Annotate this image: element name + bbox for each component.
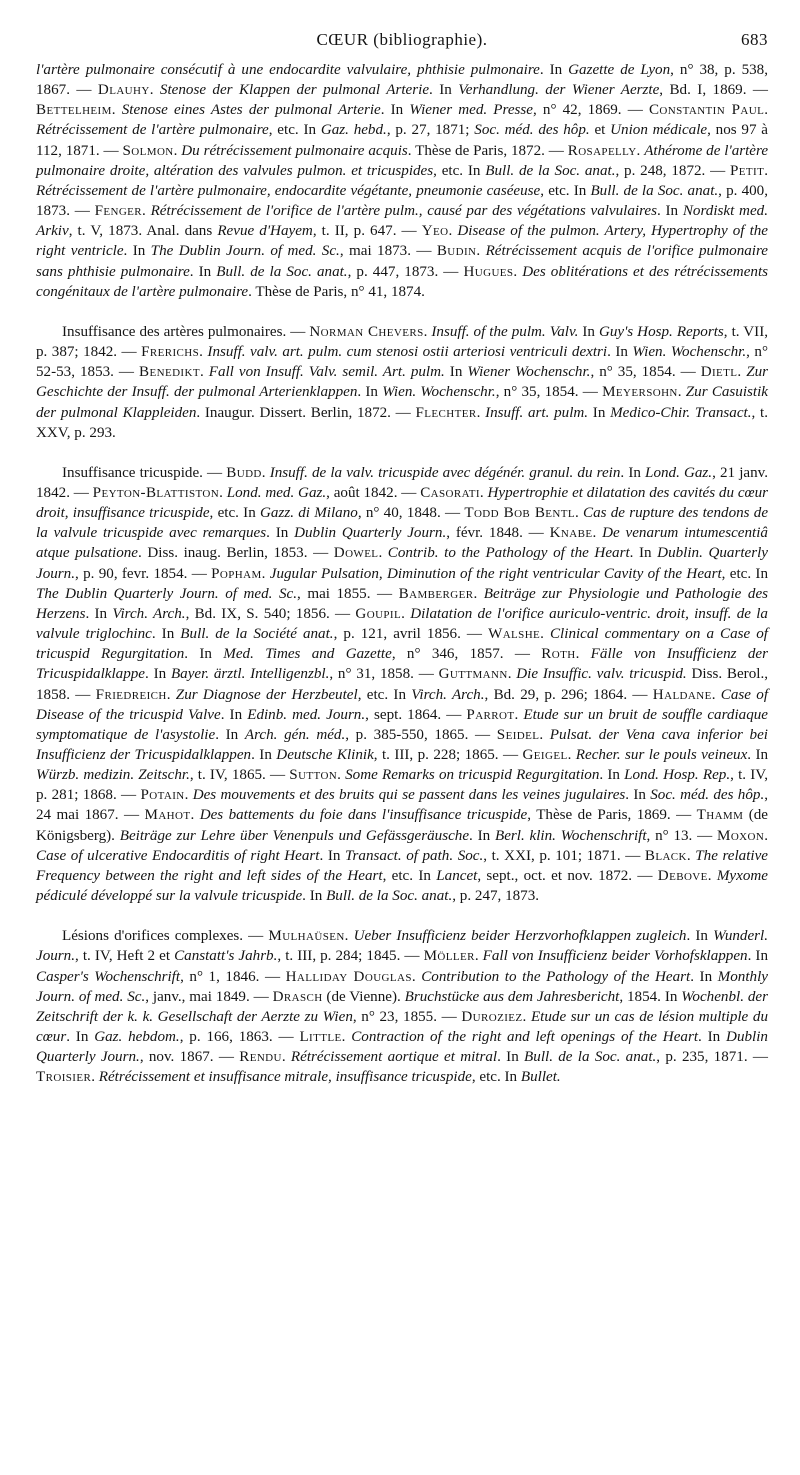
- title-text: Verhandlung. der Wiener Aerzte: [458, 82, 660, 99]
- title-text: Soc. méd. des hôp.: [650, 787, 765, 804]
- title-text: Gazette de Lyon: [568, 62, 671, 78]
- title-text: Lond. Hosp. Rep.: [624, 767, 731, 784]
- citation-text: . In: [747, 948, 769, 965]
- citation-text: . In: [189, 263, 217, 280]
- title-text: Rétrécissement de l'artère pulmonaire: [36, 122, 269, 139]
- citation-text: .: [476, 404, 486, 421]
- title-text: Edinb. med. Journ.: [247, 706, 366, 723]
- citation-text: . In: [497, 1049, 525, 1066]
- title-text: Du rétrécissement pulmonaire acquis: [181, 142, 408, 159]
- title-text: Revue d'Hayem: [217, 223, 313, 240]
- citation-text: In: [444, 364, 468, 381]
- citation-text: .: [476, 243, 486, 260]
- citation-text: . Thèse de Paris, 1872. —: [407, 142, 568, 159]
- citation-text: . In: [698, 1029, 727, 1046]
- title-text: Athérome de l'artère pulmonaire droite, altération des valvules pulmon. et tricuspides: [36, 142, 769, 179]
- citation-text: .: [707, 867, 717, 884]
- citation-text: .: [522, 1008, 531, 1025]
- citation-text: .: [337, 767, 346, 784]
- citation-text: , etc. In: [268, 122, 321, 139]
- citation-text: .: [184, 787, 193, 804]
- citation-text: , t. V, 1873. Anal. dans: [68, 223, 218, 240]
- citation-text: . In: [599, 767, 625, 784]
- title-text: Beiträge zur Physiologie und Pathologie des Herzens: [36, 585, 769, 622]
- title-text: Stenose eines Astes der pulmonal Arterie: [121, 102, 381, 119]
- citation-text: , t. XXI, p. 101; 1871. —: [483, 847, 645, 864]
- citation-text: , n° 1, 1846. —: [180, 968, 286, 985]
- citation-text: , n° 13. —: [646, 827, 718, 844]
- title-text: Zur Casuistik der pulmonal Klappleiden: [36, 384, 769, 421]
- title-text: Wunderl. Journ.: [36, 928, 768, 965]
- citation-text: , t. IV, 1865. —: [189, 767, 290, 784]
- citation-text: . In: [429, 82, 459, 99]
- title-text: Des battements du foie dans l'insuffisance tricuspide: [199, 807, 528, 824]
- title-text: Dublin Quarterly Journ.: [36, 1029, 768, 1066]
- citation-text: . Diss. inaug. Berlin, 1853. —: [138, 545, 334, 562]
- author-name: Troisier: [36, 1069, 92, 1086]
- author-name: Norman Chevers: [309, 323, 424, 340]
- citation-text: Lésions d'orifices complexes. —: [62, 928, 269, 945]
- title-text: Wiener med. Presse: [409, 102, 533, 119]
- title-text: Case of ulcerative Endocarditis of right Heart: [36, 847, 320, 864]
- citation-text: . In: [251, 747, 277, 763]
- author-name: Geigel: [522, 747, 568, 763]
- title-text: Myxome pédiculé développé sur la valvule tricuspide: [36, 867, 768, 905]
- citation-text: , sept. 1864. —: [365, 706, 467, 723]
- author-name: Dowel: [333, 545, 379, 562]
- citation-text: , etc. In: [471, 1069, 521, 1086]
- citation-text: . In: [357, 384, 383, 401]
- citation-text: In: [588, 404, 611, 421]
- author-name: Mahot: [144, 807, 191, 824]
- title-text: Die Insuffic. valv. tricuspid.: [516, 666, 687, 683]
- citation-text: . In: [686, 928, 714, 945]
- author-name: Casorati: [420, 484, 480, 501]
- title-text: Zur Diagnose der Herzbeutel: [175, 686, 358, 703]
- citation-text: .: [686, 847, 696, 864]
- citation-text: . In: [620, 464, 646, 481]
- citation-text: , n° 23, 1855. —: [352, 1008, 462, 1025]
- author-name: Popham: [211, 565, 262, 582]
- citation-text: , etc. In: [382, 867, 437, 884]
- citation-text: .: [737, 364, 747, 381]
- title-text: Insuff. art. pulm.: [485, 404, 589, 421]
- citation-text: .: [575, 646, 591, 663]
- title-text: Dublin. Quarterly Journ.: [36, 545, 768, 582]
- author-name: Dietl: [700, 364, 738, 381]
- title-text: Recher. sur le pouls veineux: [575, 747, 748, 763]
- citation-text: , Bd. 29, p. 296; 1864. —: [484, 686, 653, 703]
- title-text: Casper's Wochenschrift: [36, 968, 181, 985]
- bibliography-section: [36, 463, 768, 906]
- title-text: Dilatation de l'orifice auriculo-ventric. droit, insuff. de la valvule triglochinc: [36, 605, 768, 643]
- citation-text: .: [378, 545, 388, 562]
- citation-text: , etc. In: [209, 505, 260, 522]
- page-number: 683: [741, 30, 768, 49]
- citation-text: .: [219, 484, 227, 501]
- title-text: Wien. Wochenschr.: [382, 384, 496, 401]
- citation-text: , mai 1873. —: [339, 243, 437, 260]
- citation-text: .: [448, 223, 458, 240]
- citation-text: , t. III, p. 228; 1865. —: [373, 747, 523, 763]
- author-name: Parrot: [466, 706, 515, 723]
- title-text: Stenose der Klappen der pulmonal Arterie: [159, 82, 430, 99]
- title-text: Lond. Gaz.: [645, 464, 713, 481]
- citation-text: , n° 52-53, 1853. —: [36, 344, 768, 381]
- citation-text: .: [344, 928, 354, 945]
- title-text: Some Remarks on tricuspid Regurgitation: [345, 767, 600, 784]
- citation-text: , p. 166, 1863. —: [179, 1029, 300, 1046]
- citation-text: , etc. In: [721, 565, 768, 582]
- citation-text: . In: [266, 525, 295, 542]
- citation-text: .: [764, 162, 768, 179]
- citation-text: .: [764, 827, 768, 844]
- author-name: Knabe: [549, 525, 593, 542]
- citation-text: .: [474, 948, 483, 965]
- author-name: Möller: [423, 948, 475, 965]
- title-text: Bull. de la Soc. anat.: [326, 888, 453, 905]
- title-text: Rétrécissement aortique et mitral: [290, 1049, 498, 1066]
- citation-text: . In: [151, 626, 181, 643]
- citation-text: .: [636, 142, 645, 159]
- title-text: Rétrécissement et insuffisance mitrale, insuffisance tricuspide: [98, 1069, 472, 1086]
- author-name: Haldane: [652, 686, 712, 703]
- bibliography-body: [36, 60, 768, 1088]
- citation-text: , 21 janv. 1842. —: [36, 464, 769, 501]
- author-name: Friedreich: [95, 686, 167, 703]
- citation-text: .: [539, 726, 550, 743]
- citation-text: . In: [539, 62, 569, 78]
- title-text: Lond. med. Gaz.: [226, 484, 327, 501]
- title-text: Gaz. hebdom.: [94, 1029, 180, 1046]
- citation-text: .: [567, 747, 576, 763]
- title-text: Des mouvements et des bruits qui se passent dans les veines jugulaires: [192, 787, 626, 804]
- citation-text: , p. 27, 1871;: [386, 122, 475, 139]
- title-text: Rétrécissement acquis de l'orifice pulmonaire sans phthisie pulmonaire: [36, 243, 768, 280]
- citation-text: .: [513, 263, 523, 280]
- title-text: Bull. de la Soc. anat.: [485, 162, 616, 179]
- citation-text: .: [764, 102, 768, 119]
- author-name: Black: [644, 847, 687, 864]
- title-text: Arch. gén. méd.: [244, 726, 346, 743]
- author-name: Debove: [657, 867, 708, 884]
- author-name: Duroziez: [461, 1008, 523, 1025]
- citation-text: . In: [145, 666, 171, 683]
- citation-text: , p. 385-550, 1865. —: [345, 726, 497, 743]
- citation-text: . In: [657, 203, 683, 220]
- author-name: Potain: [140, 787, 185, 804]
- citation-text: . In: [747, 747, 769, 763]
- title-text: Bull. de la Soc. anat.: [590, 182, 719, 199]
- citation-text: .: [479, 484, 488, 501]
- citation-text: , Bd. IX, S. 540; 1856. —: [185, 605, 356, 622]
- title-text: Bayer. ärztl. Intelligenzbl.: [170, 666, 330, 683]
- citation-text: , n° 35, 1854. —: [495, 384, 603, 401]
- citation-text: , p. 400, 1873. —: [36, 182, 768, 220]
- citation-text: , t. VII, p. 387; 1842. —: [36, 323, 768, 361]
- citation-text: In: [578, 323, 599, 340]
- author-name: Dlauhy: [97, 82, 150, 99]
- title-text: Bullet.: [520, 1069, 561, 1086]
- title-text: Fall von Insuff. Valv. semil. Art. pulm.: [208, 364, 445, 381]
- title-text: Berl. klin. Wochenschrift: [494, 827, 647, 844]
- title-text: Gazz. di Milano: [260, 505, 358, 522]
- title-text: Würzb. medizin. Zeitschr.: [36, 767, 190, 784]
- author-name: Sutton: [289, 767, 338, 784]
- citation-text: , t. IV, p. 281; 1868. —: [36, 767, 768, 804]
- citation-text: . Thèse de Paris, n° 41, 1874.: [248, 283, 425, 300]
- citation-text: , n° 38, p. 538, 1867. —: [36, 62, 768, 99]
- citation-text: .: [473, 585, 484, 602]
- citation-text: . In: [607, 344, 633, 361]
- citation-text: .: [411, 968, 422, 985]
- citation-text: .: [401, 605, 411, 622]
- citation-text: , n° 31, 1858. —: [329, 666, 439, 683]
- citation-text: . In: [690, 968, 718, 985]
- citation-text: .: [166, 686, 176, 703]
- author-name: Halliday Douglas: [285, 968, 412, 985]
- citation-text: , t. III, p. 284; 1845. —: [277, 948, 424, 965]
- title-text: Contraction of the right and left openings of the Heart: [351, 1029, 699, 1046]
- title-text: Hypertrophie et dilatation des cavités du cœur droit, insuffisance tricuspide: [36, 484, 769, 522]
- author-name: Todd Bob Bentl: [464, 505, 575, 522]
- bibliography-section: [36, 926, 768, 1087]
- citation-text: , t. XXV, p. 293.: [36, 404, 768, 441]
- citation-text: , Bd. I, 1869. —: [659, 82, 769, 99]
- citation-text: . Inaugur. Dissert. Berlin, 1872. —: [196, 404, 416, 421]
- citation-text: .: [677, 384, 686, 401]
- citation-text: .: [261, 565, 270, 582]
- title-text: Ueber Insufficienz beider Herzvorhofklappen zugleich: [353, 928, 687, 945]
- citation-text: Insuffisance tricuspide. —: [62, 464, 227, 481]
- author-name: Benedikt: [139, 364, 200, 381]
- citation-text: .: [540, 626, 550, 643]
- title-text: Gaz. hebd.: [320, 122, 387, 139]
- citation-text: . In: [66, 1029, 95, 1046]
- citation-text: .: [711, 686, 721, 703]
- citation-text: , n° 40, 1848. —: [357, 505, 465, 522]
- author-name: Drasch: [272, 988, 323, 1005]
- title-text: Bull. de la Société anat.: [180, 626, 334, 643]
- citation-text: , août 1842. —: [326, 484, 421, 501]
- title-text: De venarum intumescentiâ atque pulsatione: [36, 525, 768, 562]
- author-name: Little: [299, 1029, 342, 1046]
- citation-text: , etc. In: [540, 182, 591, 199]
- citation-text: , p. 248, 1872. —: [615, 162, 730, 179]
- author-name: Bamberger: [398, 585, 474, 602]
- citation-text: .: [91, 1069, 99, 1086]
- citation-text: . In: [302, 888, 327, 905]
- title-text: Lancet: [436, 867, 478, 884]
- citation-text: .: [341, 1029, 352, 1046]
- title-text: Pulsat. der Vena cava inferior bei Insufficienz der Tricuspidalklappen: [36, 726, 768, 763]
- author-name: Petit: [730, 162, 765, 179]
- bibliography-continuation: [36, 60, 768, 302]
- title-text: Nordiskt med. Arkiv: [36, 203, 768, 240]
- citation-text: Insuffisance des artères pulmonaires. —: [62, 323, 310, 340]
- title-text: Beiträge zur Lehre über Venenpuls und Gefässgeräusche: [119, 827, 470, 844]
- citation-text: , n° 35, 1854. —: [590, 364, 701, 381]
- title-text: Rétrécissement de l'orifice de l'artère pulm., causé par des végétations valvulaires: [150, 203, 657, 220]
- title-text: Deutsche Klinik: [276, 747, 374, 763]
- author-name: Seidel: [496, 726, 540, 743]
- title-text: Insuff. of the pulm. Valv.: [431, 323, 579, 340]
- citation-text: (de Königsberg).: [36, 807, 768, 844]
- citation-text: et: [589, 122, 611, 139]
- citation-text: , sept., oct. et nov. 1872. —: [477, 867, 658, 884]
- page-header: [36, 26, 768, 60]
- title-text: Insuff. de la valv. tricuspide avec dégénér. granul. du rein: [269, 464, 621, 481]
- citation-text: , janv., mai 1849. —: [145, 988, 273, 1005]
- author-name: Fenger: [94, 203, 143, 220]
- author-name: Walshe: [488, 626, 541, 643]
- title-text: Soc. méd. des hôp.: [474, 122, 590, 139]
- author-name: Mulhaüsen: [268, 928, 345, 945]
- citation-text: , p. 447, 1873. —: [347, 263, 464, 280]
- citation-text: (de Vienne).: [322, 988, 405, 1005]
- citation-text: .: [142, 203, 151, 220]
- title-text: Union médicale: [610, 122, 708, 139]
- citation-text: . In: [184, 646, 224, 663]
- author-name: Meyersohn: [602, 384, 678, 401]
- citation-text: . In: [625, 787, 651, 804]
- title-text: Fall von Insufficienz beider Vorhofsklappen: [482, 948, 748, 965]
- citation-text: . In: [629, 545, 658, 562]
- title-text: Des oblitérations et des rétrécissements congénitaux de l'artère pulmonaire: [36, 263, 769, 300]
- citation-text: , févr. 1848. —: [446, 525, 550, 542]
- title-text: Wochenbl. der Zeitschrift der k. k. Gesellschaft der Aerzte zu Wien: [36, 988, 768, 1025]
- citation-text: .: [423, 323, 432, 340]
- citation-text: .: [575, 505, 584, 522]
- author-name: Guttmann: [438, 666, 508, 683]
- author-name: Moxon: [717, 827, 765, 844]
- title-text: Guy's Hosp. Reports: [598, 323, 724, 340]
- author-name: Peyton-Blattiston: [92, 484, 220, 501]
- title-text: Bruchstücke aus dem Jahresbericht: [404, 988, 620, 1005]
- title-text: Canstatt's Jahrb.: [174, 948, 278, 965]
- author-name: Budd: [226, 464, 262, 481]
- title-text: Wien. Wochenschr.: [632, 344, 747, 361]
- citation-text: Diss. Berol., 1858. —: [36, 666, 768, 703]
- citation-text: , nos 97 à 112, 1871. —: [36, 122, 769, 159]
- bibliography-section: [36, 322, 768, 443]
- author-name: Flechter: [415, 404, 477, 421]
- title-text: l'artère pulmonaire consécutif à une endocardite valvulaire, phthisie pulmonaire: [36, 62, 540, 78]
- citation-text: , t. II, p. 647. —: [312, 223, 422, 240]
- title-text: Med. Times and Gazette: [223, 646, 392, 663]
- citation-text: , p. 121, avril 1856. —: [333, 626, 489, 643]
- author-name: Rosapelly: [567, 142, 637, 159]
- citation-text: .: [592, 525, 603, 542]
- citation-text: , n° 346, 1857. —: [391, 646, 542, 663]
- citation-text: , 1854. In: [619, 988, 682, 1005]
- title-text: Disease of the pulmon. Artery, Hypertrophy of the right ventricle: [36, 223, 769, 260]
- title-text: Etude sur un cas de lésion multiple du cœur: [36, 1008, 768, 1046]
- citation-text: , t. IV, Heft 2 et: [75, 948, 175, 965]
- title-text: The relative Frequency between the right and left sides of the Heart: [36, 847, 769, 884]
- title-text: Case of Disease of the tricuspid Valve: [36, 686, 769, 723]
- author-name: Budin: [436, 243, 477, 260]
- citation-text: , 24 mai 1867. —: [36, 787, 768, 824]
- author-name: Solmon: [122, 142, 174, 159]
- title-text: Monthly Journ. of med. Sc.: [36, 968, 768, 1005]
- title-text: Fälle von Insufficienz der Tricuspidalklappe: [36, 646, 768, 683]
- citation-text: .: [261, 464, 270, 481]
- citation-text: .: [514, 706, 524, 723]
- citation-text: , nov. 1867. —: [139, 1049, 240, 1066]
- citation-text: . In: [215, 726, 245, 743]
- citation-text: , etc. In: [433, 162, 486, 179]
- title-text: Insuff. valv. art. pulm. cum stenosi ostii arteriosi ventriculi dextri: [207, 344, 608, 361]
- title-text: Cas de rupture des tendons de la valvule tricuspide avec remarques: [36, 505, 769, 542]
- title-text: Bull. de la Soc. anat.: [216, 263, 348, 280]
- citation-text: .: [111, 102, 122, 119]
- title-text: Wiener Wochenschr.: [467, 364, 591, 381]
- title-text: Contrib. to the Pathology of the Heart: [387, 545, 630, 562]
- citation-text: . In: [85, 605, 113, 622]
- title-text: Dublin Quarterly Journ.: [294, 525, 447, 542]
- title-text: The Dublin Journ. of med. Sc.: [150, 243, 340, 260]
- title-text: Clinical commentary on a Case of tricuspid Regurgitation: [36, 626, 769, 663]
- citation-text: , p. 90, fevr. 1854. —: [75, 565, 212, 582]
- title-text: Contribution to the Pathology of the Heart: [421, 968, 691, 985]
- title-text: The Dublin Quarterly Journ. of med. Sc.: [36, 585, 298, 602]
- citation-text: .: [199, 364, 209, 381]
- citation-text: . In: [319, 847, 345, 864]
- title-text: Virch. Arch.: [411, 686, 485, 703]
- author-name: Goupil: [355, 605, 402, 622]
- citation-text: , p. 235, 1871. —: [656, 1049, 769, 1066]
- title-text: Transact. of path. Soc.: [345, 847, 484, 864]
- running-title: CŒUR (bibliographie).: [316, 30, 488, 49]
- citation-text: . In: [220, 706, 248, 723]
- citation-text: , etc. In: [357, 686, 412, 703]
- citation-text: .: [190, 807, 200, 824]
- citation-text: .: [199, 344, 208, 361]
- title-text: Rétrécissement de l'artère pulmonaire, endocardite végétante, pneumonie caséeuse: [36, 182, 541, 199]
- citation-text: , p. 247, 1873.: [452, 888, 540, 905]
- author-name: Thamm: [696, 807, 744, 824]
- citation-text: . In: [469, 827, 495, 844]
- citation-text: . In: [123, 243, 151, 260]
- author-name: Constantin Paul: [648, 102, 765, 119]
- title-text: Jugular Pulsation, Diminution of the right ventricular Cavity of the Heart: [269, 565, 722, 582]
- citation-text: , Thèse de Paris, 1869. —: [527, 807, 697, 824]
- citation-text: .: [507, 666, 517, 683]
- citation-text: , n° 42, 1869. —: [532, 102, 649, 119]
- author-name: Frerichs: [141, 344, 200, 361]
- title-text: Medico-Chir. Transact.: [610, 404, 752, 421]
- author-name: Yeo: [421, 223, 449, 240]
- author-name: Roth: [541, 646, 576, 663]
- title-text: Virch. Arch.: [112, 605, 186, 622]
- citation-text: .: [281, 1049, 291, 1066]
- citation-text: . In: [380, 102, 410, 119]
- author-name: Hugues: [463, 263, 514, 280]
- title-text: Bull. de la Soc. anat.: [524, 1049, 657, 1066]
- author-name: Rendu: [239, 1049, 282, 1066]
- citation-text: .: [149, 82, 160, 99]
- author-name: Bettelheim: [36, 102, 112, 119]
- citation-text: .: [173, 142, 182, 159]
- title-text: Etude sur un bruit de souffle cardiaque symptomatique de l'asystolie: [36, 706, 768, 743]
- title-text: Zur Geschichte der Insuff. der pulmonal Arterienklappen: [36, 364, 769, 401]
- citation-text: , mai 1855. —: [297, 585, 399, 602]
